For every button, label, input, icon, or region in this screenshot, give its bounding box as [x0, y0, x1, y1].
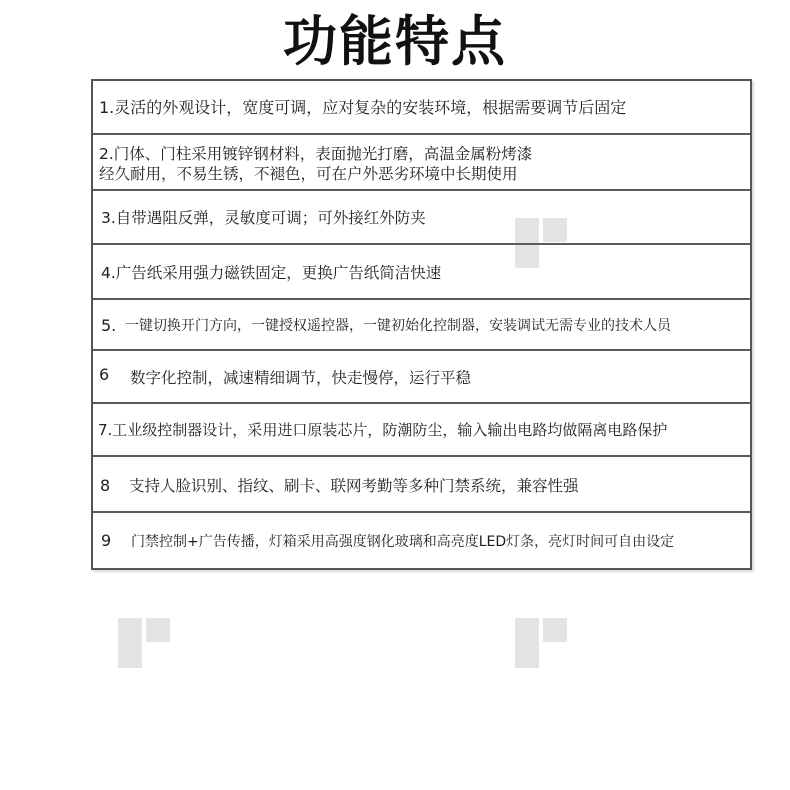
feature-row-9 [93, 513, 750, 568]
feature-number: 6 [99, 365, 110, 384]
watermark-logo [118, 618, 174, 668]
feature-text: 门禁控制+广告传播，灯箱采用高强度钢化玻璃和高亮度LED灯条，亮灯时间可自由设定 [131, 534, 675, 550]
feature-row-6 [93, 351, 750, 404]
feature-number: 9 [101, 531, 112, 550]
feature-row-1 [93, 81, 750, 135]
feature-text: 2.门体、门柱采用镀锌钢材料，表面抛光打磨，高温金属粉烤漆 [99, 145, 533, 163]
feature-row-4 [93, 245, 750, 300]
feature-row-3 [93, 191, 750, 245]
feature-text: 一键切换开门方向，一键授权遥控器，一键初始化控制器，安装调试无需专业的技术人员 [125, 318, 671, 334]
feature-row-8 [93, 457, 750, 513]
feature-row-5 [93, 300, 750, 351]
feature-table [91, 79, 752, 570]
feature-text: 7.工业级控制器设计，采用进口原装芯片，防潮防尘，输入输出电路均做隔离电路保护 [98, 421, 668, 439]
feature-text: 支持人脸识别、指纹、刷卡、联网考勤等多种门禁系统，兼容性强 [129, 477, 579, 495]
feature-text: 数字化控制，减速精细调节，快走慢停，运行平稳 [130, 369, 472, 387]
feature-row-7 [93, 404, 750, 457]
watermark-logo [515, 618, 571, 668]
page-title: 功能特点 [283, 10, 507, 73]
feature-text: 4.广告纸采用强力磁铁固定，更换广告纸简洁快速 [101, 264, 442, 282]
feature-number: 8 [100, 476, 111, 495]
feature-text: 经久耐用，不易生锈，不褪色，可在户外恶劣环境中长期使用 [99, 165, 518, 183]
feature-number: 5. [101, 316, 117, 335]
feature-text: 1.灵活的外观设计，宽度可调，应对复杂的安装环境，根据需要调节后固定 [99, 98, 627, 117]
feature-text: 3.自带遇阻反弹，灵敏度可调；可外接红外防夹 [101, 209, 426, 227]
feature-row-2 [93, 135, 750, 191]
